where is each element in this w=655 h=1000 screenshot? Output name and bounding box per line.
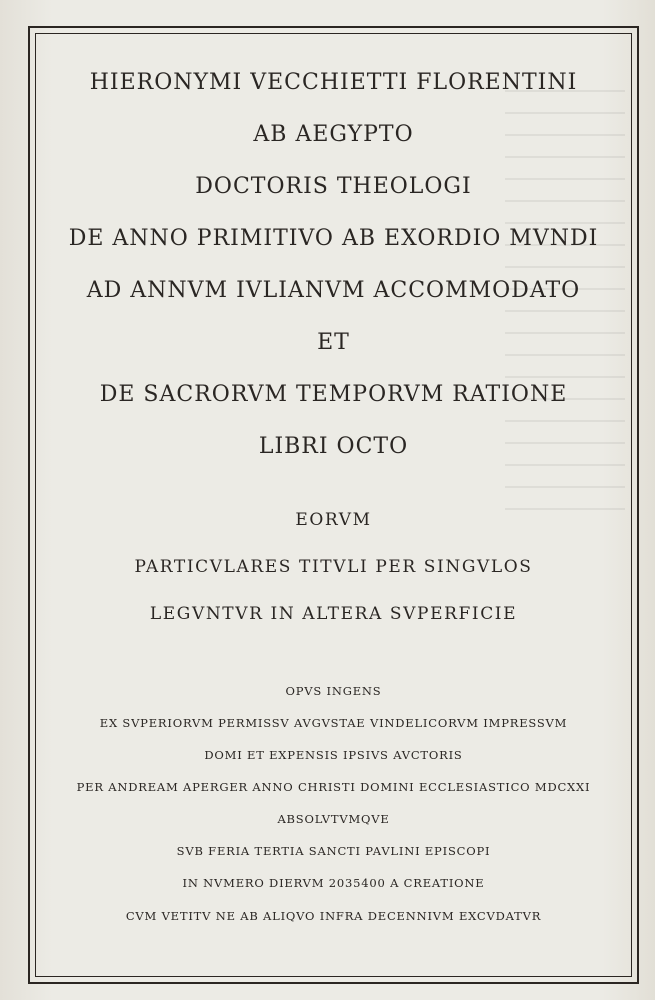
imprint-line: EX SVPERIORVM PERMISSV AVGVSTAE VINDELICORVM IMPRESSVM bbox=[99, 716, 568, 730]
imprint-line: PER ANDREAM APERGER ANNO CHRISTI DOMINI ECCLESIASTICO MDCXXI bbox=[76, 780, 591, 794]
work-title-line-2: AD ANNVM IVLIANVM ACCOMMODATO bbox=[86, 278, 581, 303]
titles-line-2: LEGVNTVR IN ALTERA SVPERFICIE bbox=[149, 604, 518, 624]
imprint-line: CVM VETITV NE AB ALIQVO INFRA DECENNIVM EXCVDATVR bbox=[125, 909, 542, 923]
conjunction-line: ET bbox=[317, 330, 350, 355]
work-title-line-1: DE ANNO PRIMITIVO AB EXORDIO MVNDI bbox=[68, 226, 599, 251]
imprint-line: OPVS INGENS bbox=[285, 684, 382, 698]
titles-line-1: PARTICVLARES TITVLI PER SINGVLOS bbox=[134, 557, 533, 577]
eorum-line: EORVM bbox=[295, 510, 372, 530]
author-line: HIERONYMI VECCHIETTI FLORENTINI bbox=[89, 70, 578, 95]
imprint-line: ABSOLVTVMQVE bbox=[277, 812, 390, 826]
imprint-line: SVB FERIA TERTIA SANCTI PAVLINI EPISCOPI bbox=[176, 844, 491, 858]
work-title-line-3: DE SACRORVM TEMPORVM RATIONE bbox=[99, 382, 568, 407]
imprint-line: IN NVMERO DIERVM 2035400 A CREATIONE bbox=[182, 876, 485, 890]
origin-line: AB AEGYPTO bbox=[253, 122, 414, 147]
imprint-line: DOMI ET EXPENSIS IPSIVS AVCTORIS bbox=[204, 748, 463, 762]
books-line: LIBRI OCTO bbox=[258, 434, 409, 459]
degree-line: DOCTORIS THEOLOGI bbox=[195, 174, 472, 199]
